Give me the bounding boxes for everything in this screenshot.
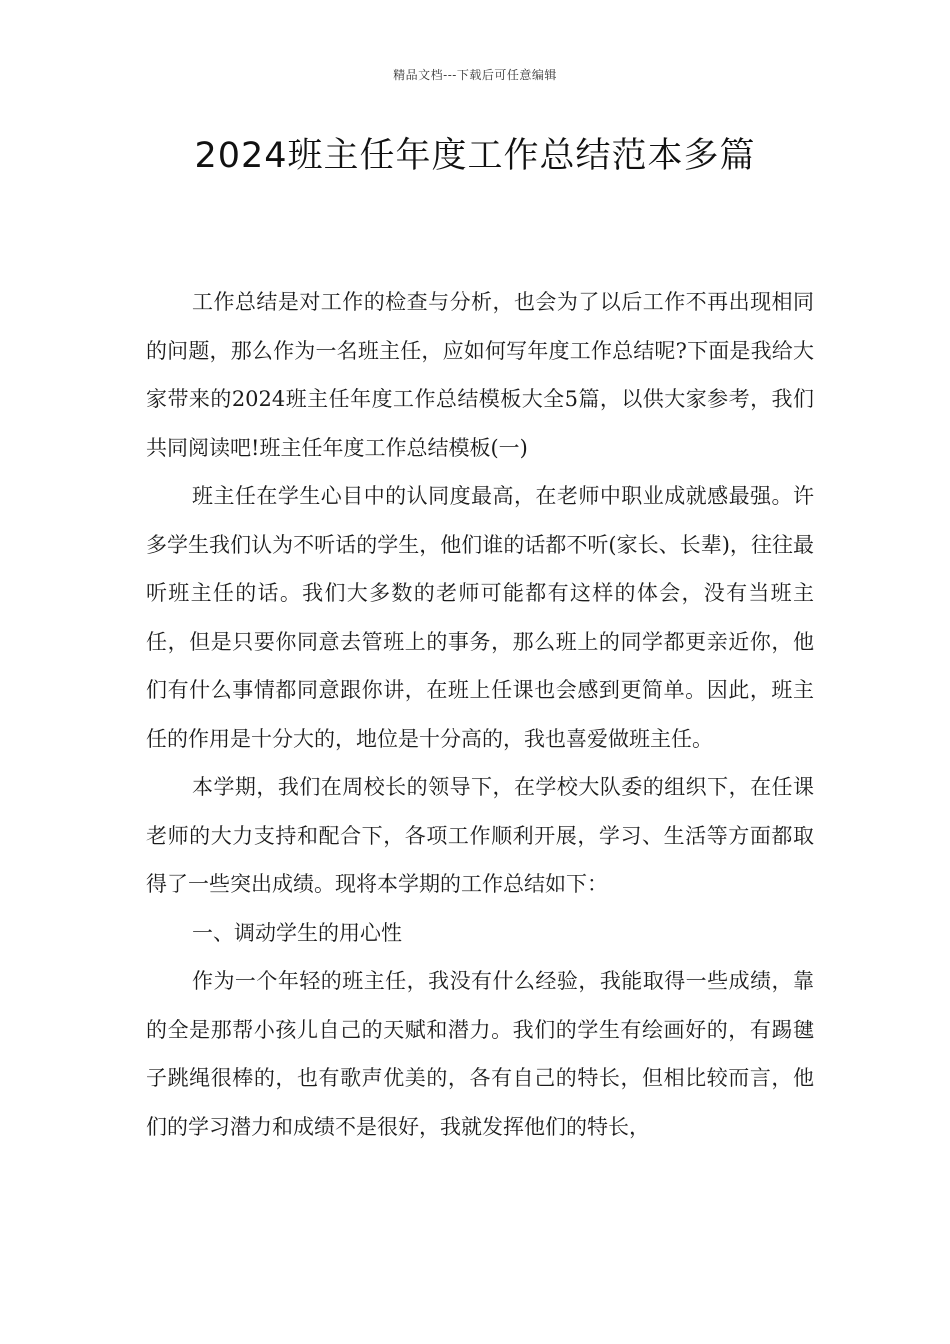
paragraph-role: 班主任在学生心目中的认同度最高，在老师中职业成就感最强。许多学生我们认为不听话的学生，他们谁的话都不听(家长、长辈)，往往最听班主任的话。我们大多数的老师可能都有这样的体会，没有当班主任，但是只要你同意去管班上的事务，那么班上的同学都更亲近你，他们有什么事情都同意跟你讲，在班上任课也会感到更简单。因此，班主任的作用是十分大的，地位是十分高的，我也喜爱做班主任。 bbox=[146, 484, 814, 751]
section-heading: 一、调动学生的用心性 bbox=[192, 920, 402, 945]
paragraph-intro: 工作总结是对工作的检查与分析，也会为了以后工作不再出现相同的问题，那么作为一名班主任，应如何写年度工作总结呢?下面是我给大家带来的2024班主任年度工作总结模板大全5篇，以供大家参考，我们共同阅读吧!班主任年度工作总结模板(一) bbox=[146, 290, 814, 460]
document-body bbox=[146, 278, 814, 1151]
paragraph-experience: 作为一个年轻的班主任，我没有什么经验，我能取得一些成绩，靠的全是那帮小孩儿自己的天赋和潜力。我们的学生有绘画好的，有踢毽子跳绳很棒的，也有歌声优美的，各有自己的特长，但相比较而言，他们的学习潜力和成绩不是很好，我就发挥他们的特长， bbox=[146, 969, 814, 1139]
document-title: 2024班主任年度工作总结范本多篇 bbox=[194, 136, 756, 176]
paragraph-semester: 本学期，我们在周校长的领导下，在学校大队委的组织下，在任课老师的大力支持和配合下，各项工作顺利开展，学习、生活等方面都取得了一些突出成绩。现将本学期的工作总结如下： bbox=[146, 775, 814, 896]
header-note: 精品文档---下载后可任意编辑 bbox=[393, 68, 557, 82]
